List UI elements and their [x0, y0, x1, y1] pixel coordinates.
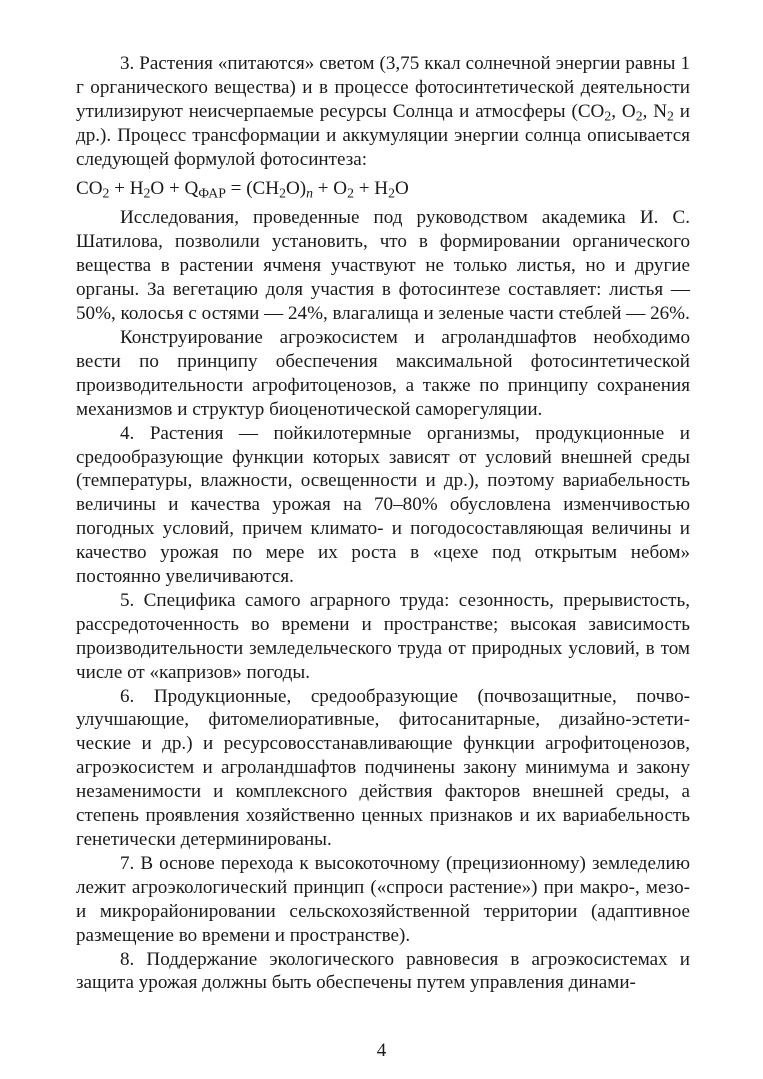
paragraph-5: 5. Специфика самого аграрного труда: сезонность, прерывистость, рассредоточенность во времени и пространстве; высокая зависимость производительности земледельческого труда от природных условий, в том числе от «капризов» погоды. — [76, 589, 690, 683]
subscript: n — [306, 184, 313, 200]
subscript: 2 — [667, 108, 674, 124]
subscript: 2 — [388, 184, 395, 200]
subscript: 2 — [604, 108, 612, 124]
paragraph-2: Исследования, проведенные под руководством академика И. С. Шатилова, позволили установить, что в формировании органического вещества в растении ячменя участвуют не только листья, но и другие органы. За вегетацию доля участия в фотосинтезе составляет: листья — 50%, колосья с остями — 24%, влагалища и зеленые части стеблей — 26%. — [76, 207, 690, 325]
body-text — [76, 52, 690, 995]
paragraph-1: 3. Растения «питаются» светом (3,75 ккал солнечной энергии равны 1 г органического вещества) и в процессе фотосинтетической деятельности утилизируют неисчерпаемые ресурсы Солнца и атмосферы ($CO_2$, $O_2$, $N_2$ и др.). Процесс трансформации и аккумуляции энергии солнца описывается следующей формулой фотосинтеза: — [76, 53, 690, 170]
subscript: 2 — [635, 108, 643, 124]
subscript: ФАР — [198, 184, 226, 200]
paragraph-3: Конструирование агроэкосистем и агроландшафтов необходимо вести по принципу обеспечения максимальной фотосинтетической производительности агрофитоценозов, а также по принципу сохранения механизмов и структур биоценотической саморегуляции. — [76, 326, 690, 420]
paragraph-4: 4. Растения — пойкилотермные организмы, продукционные и средообразующие функции которых зависят от условий внешней среды (температуры, влажности, освещенности и др.), поэтому вариабельность величины и качества урожая на 70–80% обусловлена изменчивостью погодных условий, причем климато- и погодосоставляющая величины и качество урожая по мере их роста в «цехе под открытым небом» постоянно увеличиваются. — [76, 422, 690, 588]
subscript: 2 — [143, 184, 151, 200]
subscript: 2 — [279, 184, 286, 200]
subscript: 2 — [347, 184, 354, 200]
paragraph-6: 6. Продукционные, средообразующие (почвозащитные, почвоулучшающие, фитомелиоративные, фитосанитарные, дизайно-эстетические и др.) и ресурсовосстанавливающие функции агрофитоценозов, агроэкосистем и агроландшафтов подчинены закону минимума и закону незаменимости и комплексного действия факторов внешней среды, а степень проявления хозяйственно ценных признаков и их вариабельность генетически детерминированы. — [76, 685, 690, 850]
paragraph-7: 7. В основе перехода к высокоточному (прецизионному) земледелию лежит агроэкологический принцип («спроси растение») при макро-, мезо- и микрорайонировании сельскохозяйственной территории (адаптивное размещение во времени и пространстве). — [76, 852, 690, 946]
subscript: 2 — [102, 184, 110, 200]
photosynthesis-formula: $CO_2 + H_2O + Q_{ФАР} = (CH_2O)_n + O_2 + H_2O$ — [76, 177, 409, 200]
page-number: 4 — [376, 1040, 387, 1061]
paragraph-8: 8. Поддержание экологического равновесия в агроэкосистемах и защита урожая должны быть обеспечены путем управления динами- — [76, 948, 690, 994]
